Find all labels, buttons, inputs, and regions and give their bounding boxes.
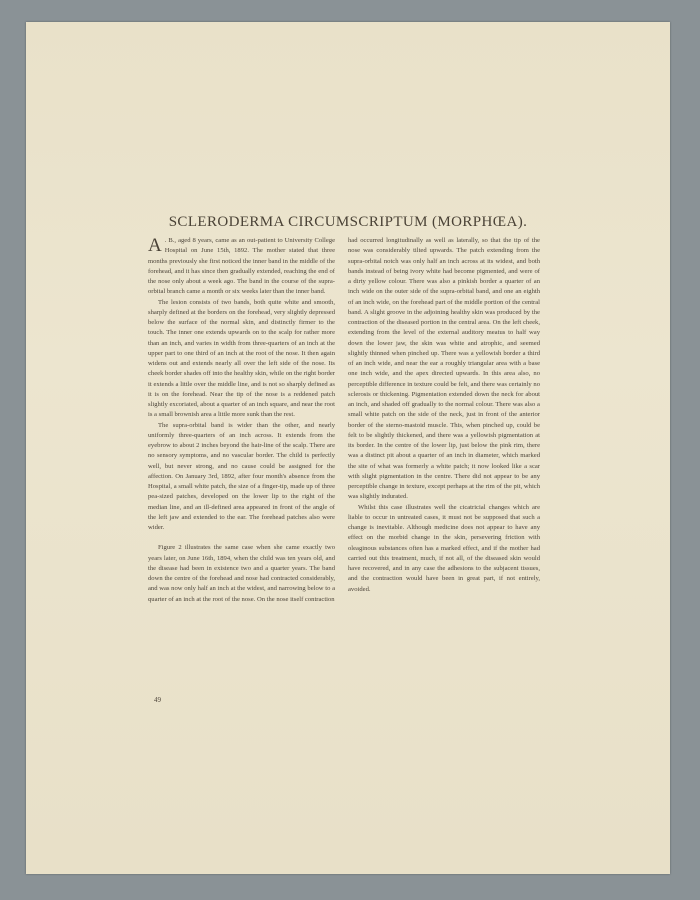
- left-column: [148, 236, 335, 605]
- page-title: SCLERODERMA CIRCUMSCRIPTUM (MORPHŒA).: [168, 214, 528, 230]
- drop-cap: A: [148, 235, 162, 256]
- paragraph-1: [148, 236, 335, 298]
- paragraph-4: Figure 2 illustrates the same case when she came exactly two years later, on June 16th, 1894, when the child was ten years old, and the disease had been in existence two and a quarter years. The band down the centre of the forehead and nose had contracted considerably, and was now only half an inch at the widest, and narrowing below to a quarter of an inch at the root of the nose. On the nose itself contraction: [148, 544, 335, 603]
- paragraph-3: The supra-orbital band is wider than the other, and nearly uniformly three-quarters of an inch across. It extends from the eyebrow to about 2 inches beyond the hair-line of the scalp. There are no sensory symptoms, and no vascular border. The child is perfectly well, but never strong, and no cause could be assigned for the affection. On January 3rd, 1892, after four month's absence from the Hospital, a small white patch, the size of a finger-tip, made up of three pea-sized patches, developed on the lower lip to the right of the median line, and an ill-defined area appeared in front of the angle of the left jaw and extended to the ear. The forehead patches also were wider.: [148, 421, 335, 531]
- paragraph-5: had occurred longitudinally as well as laterally, so that the tip of the nose was considerably tilted upwards. The patch extending from the supra-orbital notch was only half an inch across at its widest, and both bands instead of being ivory white had become pigmented, and were of a dirty yellow colour. There was also a pinkish border a quarter of an inch wide on the outer side of the supra-orbital band, and one an eighth of an inch wide, on the forehead part of the middle portion of the central band. A slight groove in the adjoining healthy skin was produced by the contraction of the diseased portion in the central area. On the left cheek, extending from the level of the external auditory meatus to half way down the lower jaw, the skin was white and atrophic, and seemed slightly thinned when pinched up. There was a yellowish border a third of an inch wide, and near the ear a roughly triangular area with a base one inch wide, and the apex directed upwards. In this area also, no perceptible difference in texture could be felt, and there was certainly no sclerosis or thickening. Pigmentation extended down the neck for about an inch, and shaded off gradually to the normal colour. There was also a small white patch on the side of the neck, just in front of the anterior border of the sterno-mastoid muscle. This, when pinched up, could be felt to be slightly thickened, and there was a yellowish pigmentation at its border. In the centre of the lower lip, just below the pink rim, there was a distinct pit about a quarter of an inch in diameter, which marked the site of what was formerly a white patch; it now looked like a scar with slight pigmentation in the centre. There did not appear to be any perceptible change in texture, except perhaps at the rim of the pit, which was slightly indurated.: [348, 237, 540, 501]
- paper-sheet: [26, 22, 670, 874]
- paragraph-6: Whilst this case illustrates well the cicatricial changes which are liable to occur in untreated cases, it must not be supposed that such a change is inevitable. Although medicine does not appear to have any effect on the morbid change in the skin, persevering friction with oleaginous substances often has a marked effect, and if the mother had carried out this treatment, much, if not all, of the diseased skin would have recovered, and in any case the adhesions to the subjacent tissues, and the contraction would have been in great part, if not entirely, avoided.: [348, 503, 540, 593]
- page-number: 49: [154, 696, 161, 704]
- paragraph-2: The lesion consists of two bands, both quite white and smooth, sharply defined at the borders on the forehead, very slightly depressed below the surface of the normal skin, and distinctly firmer to the touch. The inner one extends upwards on to the scalp for rather more than an inch, and varies in width from three-quarters of an inch at the upper part to one third of an inch at the root of the nose. It then again widens out and extends nearly all over the left side of the nose. Its cheek border shades off into the healthy skin, while on the right border it extends a little over the middle line, and is not so sharply defined as it is on the forehead. Near the tip of the nose is a reddened patch slightly excoriated, about a quarter of an inch square, and near the root is a small brownish area a little more sunk than the rest.: [148, 298, 335, 419]
- paragraph-1-text: . B., aged 8 years, came as an out-patient to University College Hospital on June 15th, 1892. The mother stated that three months previously she first noticed the inner band in the middle of the forehead, and it has since then gradually extended, reaching the end of the nose only about a week ago. The band in the course of the supra-orbital branch came a month or six weeks later than the inner band.: [148, 237, 335, 296]
- right-column: [348, 236, 540, 595]
